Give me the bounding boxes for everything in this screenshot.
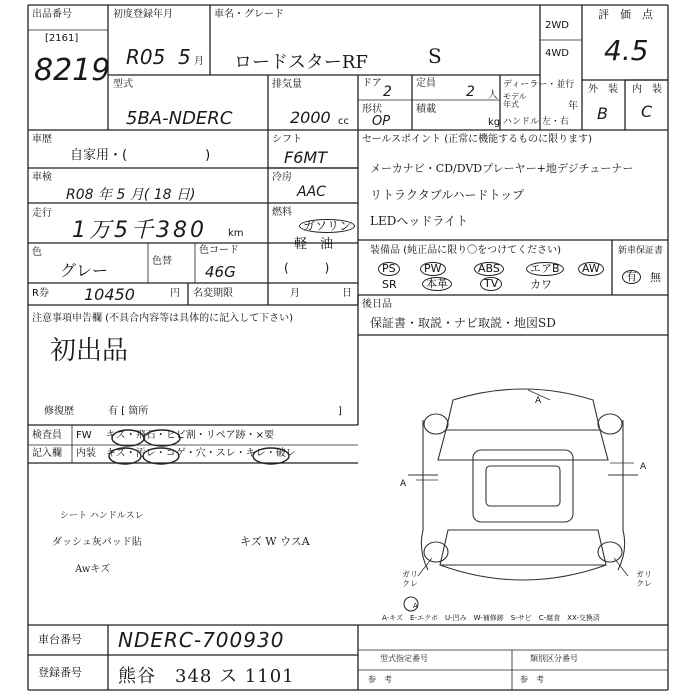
exterior-label: 外 装 [588, 84, 618, 95]
displacement-unit: cc [338, 116, 349, 127]
load-unit: kg [488, 117, 501, 128]
fuel-other: ( ) [284, 261, 330, 275]
dealer-label: ディーラー・並行 [503, 80, 575, 90]
mark-sure [253, 448, 289, 464]
interior-value: C [641, 102, 653, 121]
equip-tv-circled: TV [480, 277, 502, 291]
repair-close: ] [338, 406, 342, 417]
equip-abs-circled: ABS [474, 262, 504, 276]
inspection-value: R08 年 5 月( 18 日) [66, 187, 196, 203]
lot-sub: [2161] [45, 33, 79, 44]
color-code-value: 46G [205, 263, 236, 281]
model-year-unit: 年 [568, 101, 578, 112]
equip-airbag [526, 262, 564, 276]
type-no-label: 型式指定番号 [380, 654, 428, 663]
leader-lr [614, 558, 628, 576]
warranty-have-circled: 有 [622, 270, 641, 284]
inspector-fw: FW [76, 430, 92, 441]
mark-a-top: A [535, 396, 542, 406]
repair-value: 有 [ 箇所 [108, 406, 149, 417]
fuel-gasoline-circled: ガソリン [299, 219, 355, 233]
exterior-value: B [597, 104, 608, 123]
ref-label-1: 参 考 [368, 675, 392, 684]
equip-pw [420, 262, 446, 276]
reg-value: 熊谷 348 ス 1101 [118, 666, 295, 687]
mark-kizu1 [112, 430, 144, 446]
equip-abs [474, 262, 504, 276]
documents-value: 保証書・取説・ナビ取説・地図SD [370, 316, 556, 330]
rating-label: 評 価 点 [598, 8, 653, 21]
reg-label: 登録番号 [38, 666, 82, 679]
label-lr: ガリ クレ [636, 570, 652, 588]
equipment-label: 装備品 (純正品に限り〇をつけてください) [370, 245, 561, 256]
doors-value: 2 [383, 84, 392, 100]
ref-label-2: 参 考 [520, 675, 544, 684]
displacement-label: 排気量 [272, 79, 302, 90]
equip-aw [578, 262, 604, 276]
equip-tv [480, 277, 502, 291]
shape-value: OP [372, 114, 391, 129]
handle-label: ハンドル 左・右 [503, 117, 569, 127]
capacity-unit: 人 [488, 90, 498, 101]
mark-bl: A [413, 602, 418, 610]
inspector-label: 検査員 [32, 430, 62, 441]
shift-value: F6MT [284, 148, 327, 167]
damage-legend: A-キズ E-エクボ U-凹み W-補修跡 S-サビ C-腐食 XX-交換済 [382, 614, 600, 622]
ac-value: AAC [297, 184, 326, 200]
equip-leather-circled: 本革 [422, 277, 452, 291]
inspector-note-1: シート ハンドルスレ [60, 511, 144, 521]
car-name: ロードスターRF [234, 52, 368, 73]
recycle-value: 10450 [84, 285, 135, 304]
equip-leather [422, 277, 452, 291]
ac-label: 冷房 [272, 172, 292, 183]
equip-pw-circled: PW [420, 262, 446, 276]
warranty-label: 新車保証書 [618, 246, 664, 256]
equip-ps-circled: PS [378, 262, 400, 276]
mileage-unit: km [228, 228, 244, 239]
inspector-note-4: キズ W ウスA [240, 535, 310, 548]
capacity-label: 定員 [416, 78, 436, 89]
diagram-trunk [440, 530, 606, 565]
model-label: 型式 [113, 79, 133, 90]
model-year-label: モデル年式 [503, 92, 527, 109]
interior-label: 内 装 [632, 84, 662, 95]
car-damage-diagram [378, 380, 668, 620]
drive-4wd: 4WD [545, 48, 569, 59]
mark-yogore [143, 448, 179, 464]
displacement-value: 2000 [290, 108, 331, 127]
first-reg-year: R05 [126, 45, 166, 69]
color-change-label: 色替 [152, 256, 172, 267]
wheel-front-left [424, 414, 448, 434]
fuel-label: 燃料 [272, 207, 292, 218]
name-change-month: 月 [290, 288, 300, 299]
mark-tobiishi [144, 430, 180, 446]
leader-ll [418, 558, 432, 576]
sales-point-1: メーカナビ・CD/DVDプレーヤー+地デジチューナー [370, 162, 634, 175]
history-value: 自家用・( ) [70, 148, 211, 163]
label-ll: ガリ クレ [402, 570, 418, 588]
notes-value: 初出品 [50, 336, 129, 366]
recycle-unit: 円 [170, 288, 180, 299]
equip-kawa: カワ [530, 278, 552, 291]
mileage-value: 1万5千380 [72, 218, 207, 243]
name-change-label: 名変期限 [193, 288, 233, 299]
diagram-rear-bumper [440, 565, 606, 580]
category-no-label: 類別区分番号 [530, 654, 578, 663]
grade: S [428, 44, 442, 68]
shape-label: 形状 [362, 104, 382, 115]
inspector-note-2: ダッシュ灰パッド貼 [52, 537, 142, 548]
lot-number: 8219 [34, 53, 111, 88]
color-code-label: 色コード [199, 245, 239, 256]
recycle-label: R券 [32, 288, 49, 299]
equip-ps [378, 262, 400, 276]
equip-aw-circled: AW [578, 262, 604, 276]
diagram-front [446, 389, 600, 430]
repair-label: 修復歴 [44, 406, 74, 417]
inspector-naiso: 内装 [76, 448, 96, 459]
diagram-roof [486, 466, 560, 506]
diagram-hood [438, 430, 608, 460]
equip-sr: SR [382, 278, 397, 291]
first-reg-month-unit: 月 [194, 56, 204, 67]
wheel-front-right [598, 414, 622, 434]
car-name-label: 車名・グレード [214, 9, 284, 20]
chassis-label: 車台番号 [38, 633, 82, 646]
shift-label: シフト [272, 134, 302, 145]
sales-points-label: セールスポイント (正常に機能するものに限ります) [362, 134, 593, 145]
inspection-label: 車検 [32, 172, 52, 183]
color-value: グレー [60, 261, 109, 280]
inspector-row2: キズ・汚レ・コゲ・穴・スレ・キレ・破レ [106, 448, 296, 459]
chassis-value: NDERC-700930 [118, 628, 285, 652]
history-label: 車歴 [32, 134, 52, 145]
mark-kizu2 [109, 448, 141, 464]
doors-label: ドア [362, 78, 382, 89]
fuel-diesel: 軽 油 [294, 237, 334, 252]
drive-2wd: 2WD [545, 20, 569, 31]
capacity-value: 2 [466, 84, 475, 100]
mark-a-left: A [400, 479, 407, 489]
color-label: 色 [32, 247, 42, 258]
inspector-marks [28, 425, 358, 465]
documents-label: 後日品 [362, 299, 392, 310]
warranty-none: 無 [650, 271, 661, 284]
inspector-row1: キズ・飛石・ヒビ割・リペア跡・×要 [106, 430, 274, 441]
mark-a-right: A [640, 462, 647, 472]
lot-label: 出品番号 [32, 9, 72, 20]
sales-point-3: LEDヘッドライト [370, 214, 468, 228]
entry-label: 記入欄 [32, 448, 62, 459]
sales-point-2: リトラクタブルハードトップ [370, 188, 525, 202]
diagram-cabin [473, 450, 573, 522]
model-value: 5BA-NDERC [126, 108, 233, 129]
rating-value: 4.5 [604, 34, 649, 67]
notes-label: 注意事項申告欄 (不具合内容等は具体的に記入して下さい) [32, 313, 293, 324]
first-reg-month: 5 [178, 45, 191, 69]
fuel-value [299, 219, 355, 233]
name-change-day: 日 [342, 288, 352, 299]
inspector-note-3: Awキズ [75, 564, 111, 575]
first-reg-label: 初度登録年月 [113, 9, 173, 20]
load-label: 積載 [416, 104, 436, 115]
equip-airbag-circled: エアB [526, 262, 564, 276]
mileage-label: 走行 [32, 208, 52, 219]
warranty-have [622, 270, 641, 284]
